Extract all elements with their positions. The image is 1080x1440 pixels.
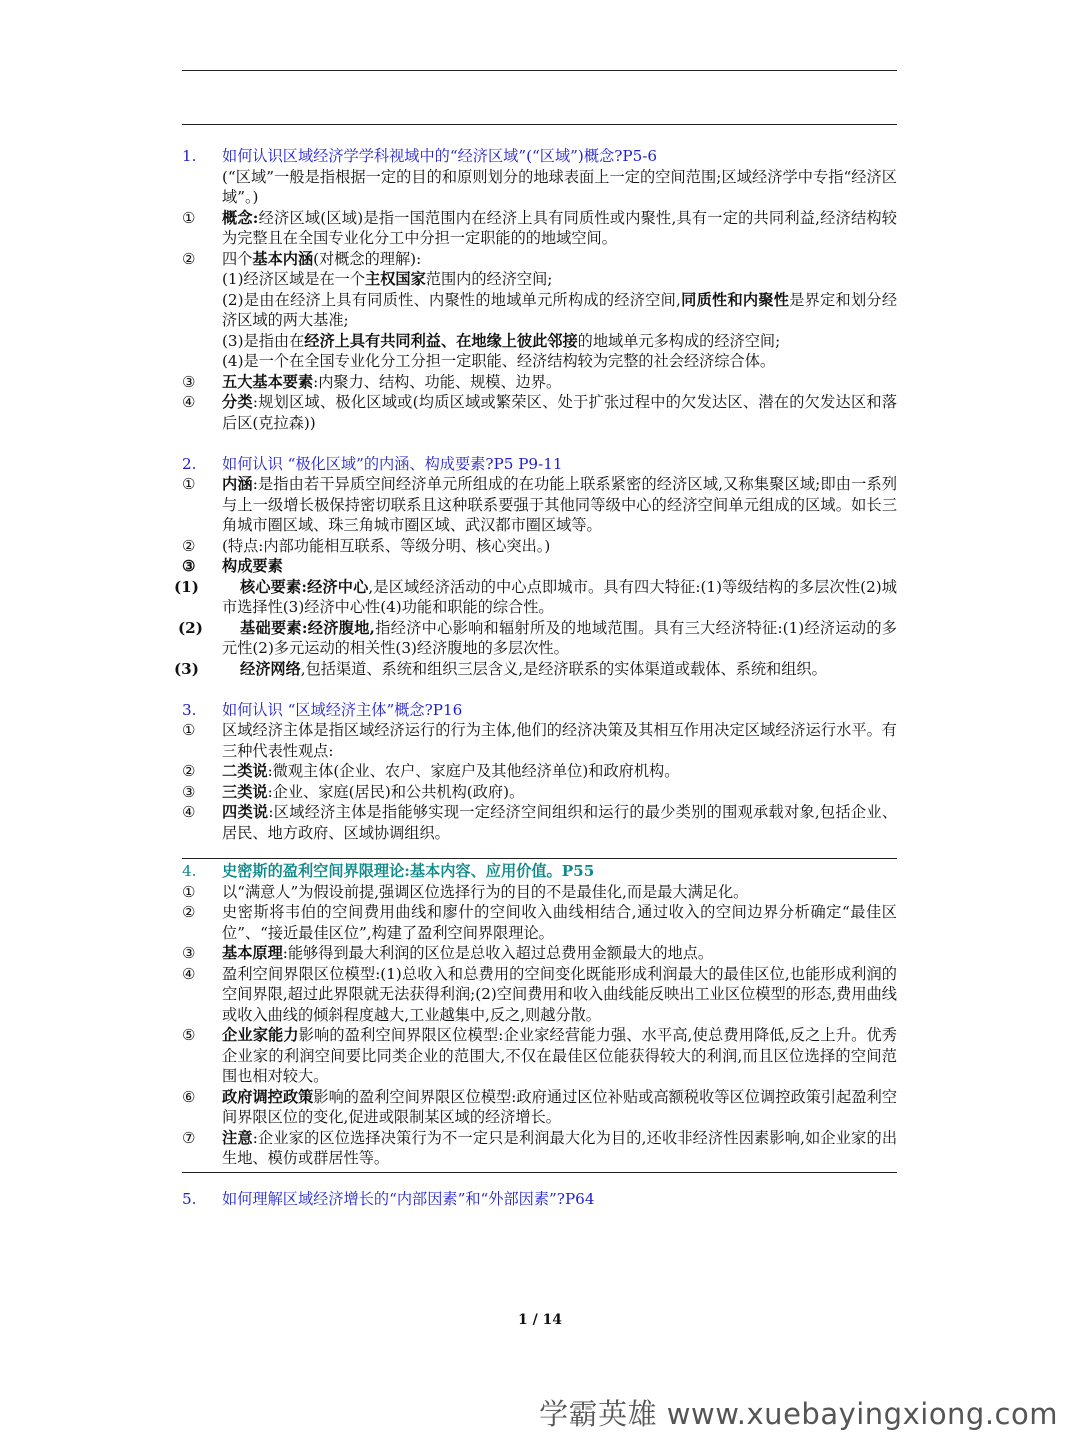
q3-item-4: ④ 四类说:区域经济主体是指能够实现一定经济空间组织和运行的最少类别的围观承载对象,包括企业、居民、地方政府、区域协调组织。 bbox=[182, 803, 898, 842]
q1-item-4: ④ 分类:规划区域、极化区域或(均质区域或繁荣区、处于扩张过程中的欠发达区、潜在的欠发达区和落后区(克拉森)) bbox=[182, 393, 898, 432]
q3-item-3: ③ 三类说:企业、家庭(居民)和公共机构(政府)。 bbox=[182, 782, 525, 801]
q1-item-1: ① 概念:经济区域(区域)是指一国范围内在经济上具有同质性或内聚性,具有一定的共同利益,经济结构较为完整且在全国专业化分工中分担一定职能的的地域空间。 bbox=[182, 208, 897, 247]
q2-part-3: (3) 经济网络,包括渠道、系统和组织三层含义,是经济联系的实体渠道或载体、系统和组织。 bbox=[174, 659, 827, 678]
q1-item-3: ③ 五大基本要素:内聚力、结构、功能、规模、边界。 bbox=[182, 372, 562, 391]
q1-sub-3: (3)是指由在经济上具有共同利益、在地缘上彼此邻接的地域单元多构成的经济空间; bbox=[222, 331, 781, 350]
q4-item-6: ⑥ 政府调控政策影响的盈利空间界限区位模型:政府通过区位补贴或高额税收等区位调控政策引起盈利空间界限区位的变化,促进或限制某区域的经济增长。 bbox=[182, 1087, 898, 1126]
q2-item-1: ① 内涵:是指由若干异质空间经济单元所组成的在功能上联系紧密的经济区域,又称集聚区域;即由一系列与上一级增长极保持密切联系且这种联系要强于其他同等级中心的经济空间单元组成的区域。如长三角城市圈区域、珠三角城市圈区域、武汉都市圈区域等。 bbox=[182, 475, 898, 534]
q1-sub-2: (2)是由在经济上具有同质性、内聚性的地域单元所构成的经济空间,同质性和内聚性是界定和划分经济区域的两大基准; bbox=[222, 290, 898, 329]
question-5-title: 5. 如何理解区域经济增长的“内部因素”和“外部因素”?P64 bbox=[182, 1189, 595, 1208]
q4-item-1: ① 以“满意人”为假设前提,强调区位选择行为的目的不是最佳化,而是最大满足化。 bbox=[182, 882, 749, 901]
q1-item-2: ② 四个基本内涵(对概念的理解): bbox=[182, 249, 422, 268]
q4-item-3: ③ 基本原理:能够得到最大利润的区位是总收入超过总费用金额最大的地点。 bbox=[182, 944, 714, 962]
q2-part-1: (1) 核心要素:经济中心,是区域经济活动的中心点即城市。具有四大特征:(1)等级结构的多层次性(2)城市选择性(3)经济中心性(4)功能和职能的综合性。 bbox=[174, 577, 897, 616]
header-rule-bottom bbox=[182, 124, 897, 125]
q4-item-2: ② 史密斯将韦伯的空间费用曲线和廖什的空间收入曲线相结合,通过收入的空间边界分析确定“最佳区位”、“接近最佳区位”,构建了盈利空间界限理论。 bbox=[182, 903, 897, 942]
q4-item-4: ④ 盈利空间界限区位模型:(1)总收入和总费用的空间变化既能形成利润最大的最佳区位,也能形成利润的空间界限,超过此界限就无法获得利润;(2)空间费用和收入曲线能反映出工业区位模型的形态,费用曲线或收入曲线的倾斜程度越大,工业越集中,反之,则越分散。 bbox=[182, 964, 897, 1024]
watermark: 学霸英雄 www.xuebayingxiong.com bbox=[539, 1397, 1058, 1431]
q2-item-3: ③ 构成要素 bbox=[182, 557, 283, 575]
q2-item-2: ② (特点:内部功能相互联系、等级分明、核心突出。) bbox=[182, 536, 551, 555]
q1-intro: (“区域”一般是指根据一定的目的和原则划分的地球表面上一定的空间范围;区域经济学中专指“经济区域”。) bbox=[222, 167, 897, 206]
page-number: 1 / 14 bbox=[517, 1312, 563, 1328]
q1-sub-1: (1)经济区域是在一个主权国家范围内的经济空间; bbox=[222, 270, 553, 288]
question-3-title: 3. 如何认识 “区域经济主体”概念?P16 bbox=[182, 700, 463, 719]
q4-rule-top bbox=[182, 858, 897, 859]
question-4-title: 4. 史密斯的盈利空间界限理论:基本内容、应用价值。P55 bbox=[182, 862, 595, 880]
q4-rule-bottom bbox=[182, 1172, 897, 1173]
q4-item-7: ⑦ 注意:企业家的区位选择决策行为不一定只是利润最大化为目的,还收非经济性因素影响,如企业家的出生地、模仿或群居性等。 bbox=[182, 1128, 898, 1167]
q3-item-1: ① 区域经济主体是指区域经济运行的行为主体,他们的经济决策及其相互作用决定区域经济运行水平。有三种代表性观点: bbox=[182, 721, 897, 760]
header-rule-top bbox=[182, 70, 897, 71]
q1-sub-4: (4)是一个在全国专业化分工分担一定职能、经济结构较为完整的社会经济综合体。 bbox=[222, 352, 776, 370]
q4-item-5: ⑤ 企业家能力影响的盈利空间界限区位模型:企业家经营能力强、水平高,使总费用降低,反之上升。优秀企业家的利润空间要比同类企业的范围大,不仅在最佳区位能获得较大的利润,而且区位选择的空间范围也相对较大。 bbox=[182, 1026, 897, 1085]
q2-part-2: (2) 基础要素:经济腹地,指经济中心影响和辐射所及的地域范围。具有三大经济特征:(1)经济运动的多元性(2)多元运动的相关性(3)经济腹地的多层次性。 bbox=[178, 618, 897, 657]
q3-item-2: ② 二类说:微观主体(企业、农户、家庭户及其他经济单位)和政府机构。 bbox=[182, 762, 680, 780]
question-1-title: 1. 如何认识区域经济学学科视域中的“经济区域”(“区域”)概念?P5-6 bbox=[182, 147, 658, 165]
document-body bbox=[174, 146, 898, 1209]
question-2-title: 2. 如何认识 “极化区域”的内涵、构成要素?P5 P9-11 bbox=[182, 454, 563, 473]
